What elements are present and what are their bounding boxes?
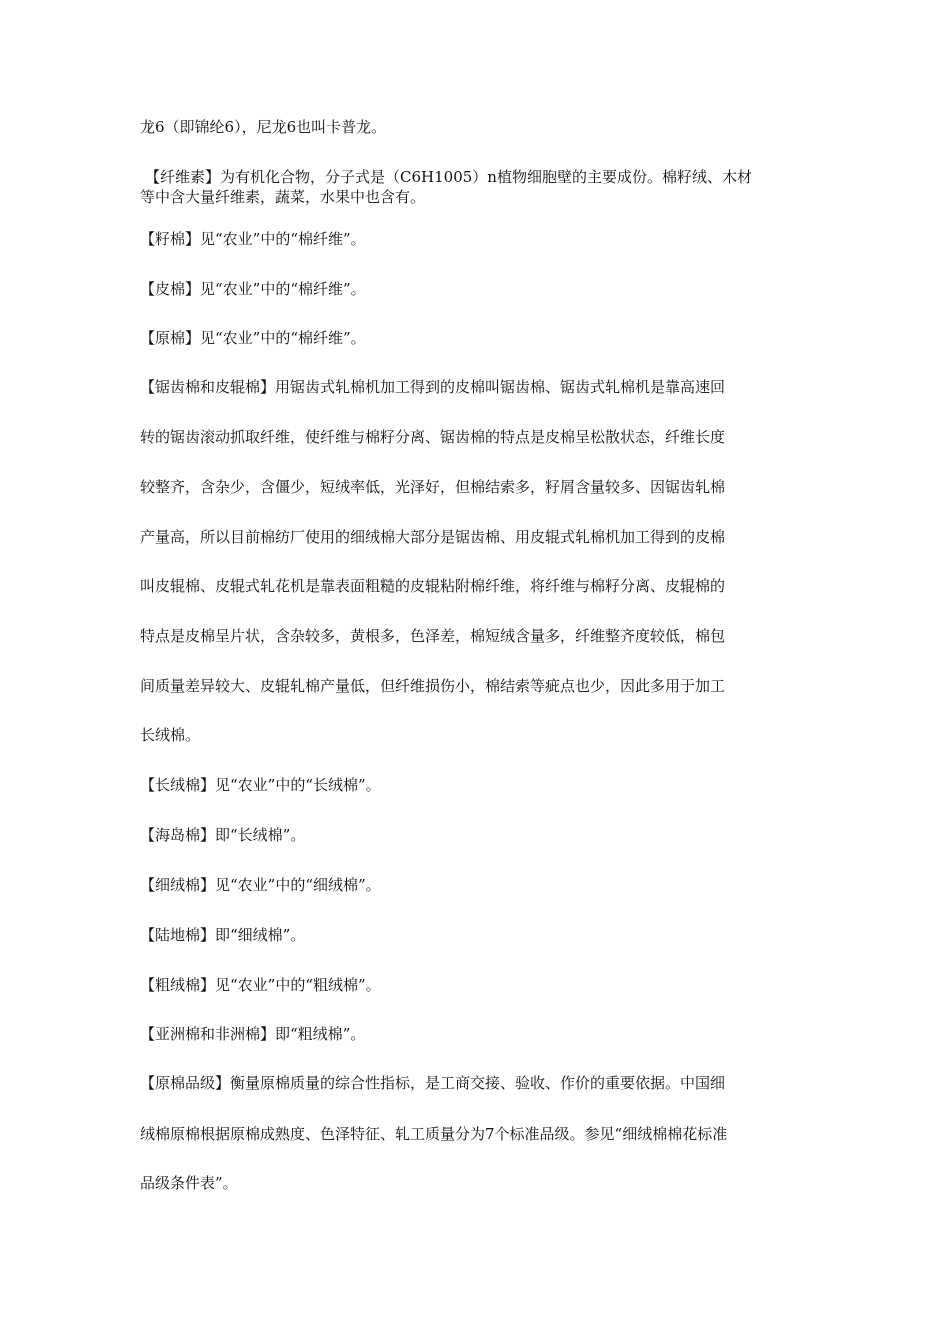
text-line: 【籽棉】见“农业”中的“棉纤维”。 <box>140 230 366 248</box>
text-line: 【细绒棉】见“农业”中的“细绒棉”。 <box>140 876 381 894</box>
text-line: 【粗绒棉】见“农业”中的“粗绒棉”。 <box>140 976 381 994</box>
text-line: 产量高，所以目前棉纺厂使用的细绒棉大部分是锯齿棉、用皮辊式轧棉机加工得到的皮棉 <box>140 528 726 546</box>
text-line: 【锯齿棉和皮辊棉】用锯齿式轧棉机加工得到的皮棉叫锯齿棉、锯齿式轧棉机是靠高速回 <box>140 378 726 396</box>
text-line: 龙6（即锦纶6），尼龙6也叫卡普龙。 <box>140 118 387 136</box>
text-line: 长绒棉。 <box>140 726 201 744</box>
text-line: 【纤维素】为有机化合物，分子式是（C6H1005）n植物细胞壁的主要成份。棉籽绒、木材 <box>145 168 752 186</box>
text-line: 【亚洲棉和非洲棉】即“粗绒棉”。 <box>140 1025 366 1043</box>
text-line: 绒棉原棉根据原棉成熟度、色泽特征、轧工质量分为7个标准品级。参见“细绒棉棉花标准 <box>140 1125 728 1143</box>
text-line: 等中含大量纤维素，蔬菜，水果中也含有。 <box>140 188 426 206</box>
text-line: 特点是皮棉呈片状，含杂较多，黄根多，色泽差，棉短绒含量多，纤维整齐度较低，棉包 <box>140 627 726 645</box>
text-line: 品级条件表”。 <box>140 1174 238 1192</box>
text-line: 【原棉品级】衡量原棉质量的综合性指标，是工商交接、验收、作价的重要依据。中国细 <box>140 1074 726 1092</box>
text-line: 【皮棉】见“农业”中的“棉纤维”。 <box>140 280 366 298</box>
text-line: 【原棉】见“农业”中的“棉纤维”。 <box>140 329 366 347</box>
text-line: 间质量差异较大、皮辊轧棉产量低，但纤维损伤小，棉结索等疵点也少，因此多用于加工 <box>140 677 726 695</box>
text-line: 【陆地棉】即“细绒棉”。 <box>140 926 306 944</box>
text-line: 叫皮辊棉、皮辊式轧花机是靠表面粗糙的皮辊粘附棉纤维，将纤维与棉籽分离、皮辊棉的 <box>140 577 726 595</box>
text-line: 【长绒棉】见“农业”中的“长绒棉”。 <box>140 776 381 794</box>
text-line: 转的锯齿滚动抓取纤维，使纤维与棉籽分离、锯齿棉的特点是皮棉呈松散状态，纤维长度 <box>140 428 726 446</box>
text-line: 【海岛棉】即“长绒棉”。 <box>140 826 306 844</box>
text-line: 较整齐，含杂少，含僵少，短绒率低，光泽好，但棉结索多，籽屑含量较多、因锯齿轧棉 <box>140 478 726 496</box>
